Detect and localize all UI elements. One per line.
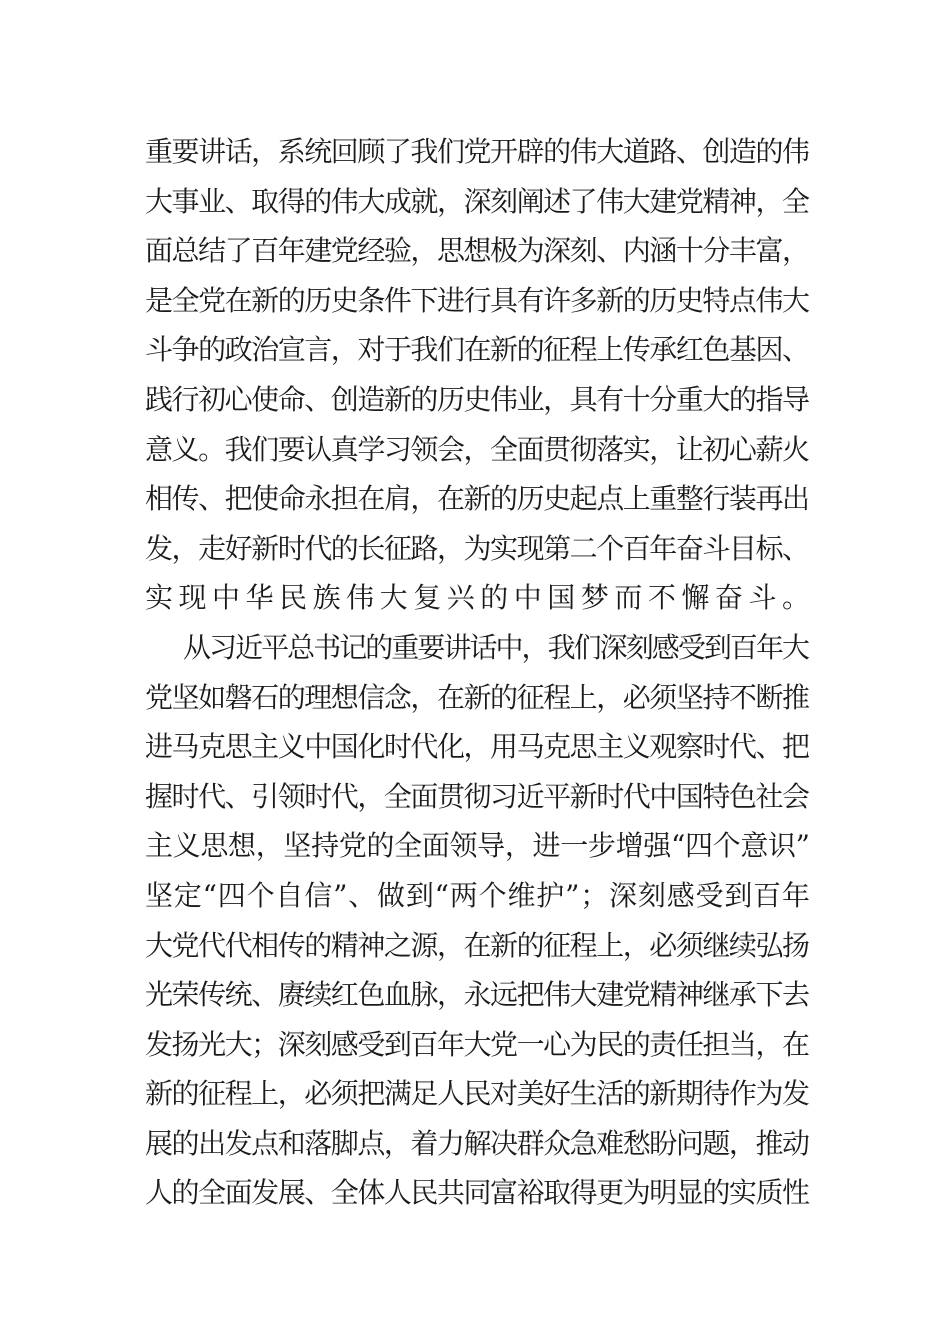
text-line: 实现中华民族伟大复兴的中国梦而不懈奋斗。 (145, 581, 816, 615)
paragraph-1 (145, 127, 816, 623)
text-line: 斗争的政治宣言，对于我们在新的征程上传承红色基因、 (145, 333, 809, 367)
text-line: 重要讲话，系统回顾了我们党开辟的伟大道路、创造的伟 (145, 135, 809, 168)
text-line: 新的征程上，必须把满足人民对美好生活的新期待作为发 (145, 1077, 809, 1111)
text-line: 是全党在新的历史条件下进行具有许多新的历史特点伟大 (145, 283, 809, 317)
body-text (145, 127, 816, 1218)
text-line: 意义。我们要认真学习领会，全面贯彻落实，让初心薪火 (145, 432, 809, 466)
text-line: 大事业、取得的伟大成就，深刻阐述了伟大建党精神，全 (145, 184, 809, 218)
text-line: 践行初心使命、创造新的历史伟业，具有十分重大的指导 (145, 382, 809, 416)
text-line: 主义思想，坚持党的全面领导，进一步增强“四个意识” (145, 829, 810, 863)
text-line: 相传、把使命永担在肩，在新的历史起点上重整行装再出 (145, 482, 809, 516)
text-line: 大党代代相传的精神之源，在新的征程上，必须继续弘扬 (145, 928, 809, 962)
text-line: 光荣传统、赓续红色血脉，永远把伟大建党精神继承下去 (145, 978, 809, 1012)
text-line: 党坚如磐石的理想信念，在新的征程上，必须坚持不断推 (145, 680, 809, 714)
text-line: 展的出发点和落脚点，着力解决群众急难愁盼问题，推动 (145, 1126, 809, 1160)
text-line: 握时代、引领时代，全面贯彻习近平新时代中国特色社会 (145, 779, 809, 813)
text-line-indented: 从习近平总书记的重要讲话中，我们深刻感受到百年大 (183, 630, 809, 664)
paragraph-2 (145, 623, 810, 1218)
text-line: 坚定“四个自信”、做到“两个维护”；深刻感受到百年 (145, 878, 811, 912)
text-line: 发扬光大；深刻感受到百年大党一心为民的责任担当，在 (145, 1027, 809, 1061)
text-line: 面总结了百年建党经验，思想极为深刻、内涵十分丰富， (145, 234, 809, 268)
text-line: 进马克思主义中国化时代化，用马克思主义观察时代、把 (145, 730, 809, 764)
text-line: 发，走好新时代的长征路，为实现第二个百年奋斗目标、 (145, 531, 809, 565)
text-line: 人的全面发展、全体人民共同富裕取得更为明显的实质性 (145, 1176, 809, 1210)
